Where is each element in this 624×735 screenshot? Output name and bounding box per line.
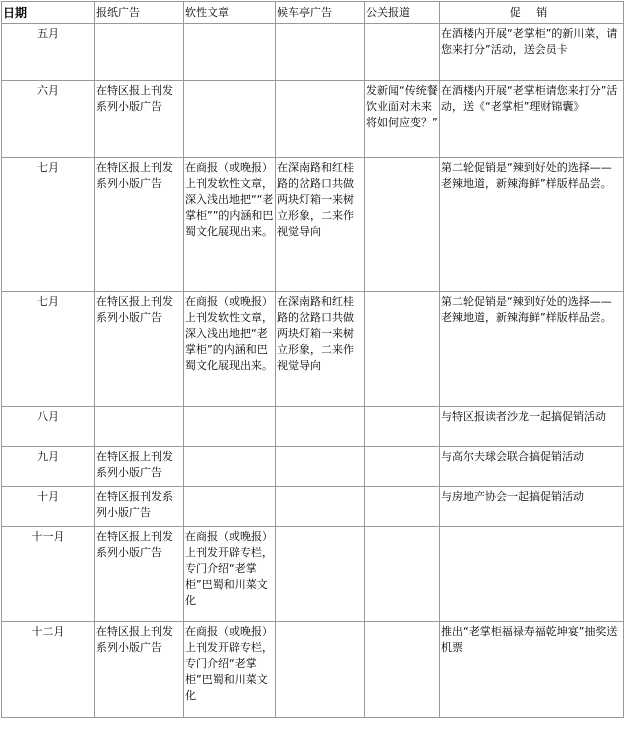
table-row [2, 622, 624, 718]
promotion-cell: 在酒楼内开展“老掌柜请您来打分”活动，送《“老掌柜”理财锦囊》 [440, 81, 624, 158]
month-cell: 七月 [2, 292, 95, 407]
newspaper-ad-cell [95, 24, 184, 81]
pr-report-cell [365, 527, 440, 622]
promotion-cell: 与特区报读者沙龙一起搞促销活动 [440, 407, 624, 447]
pr-report-cell [365, 407, 440, 447]
pr-report-cell [365, 24, 440, 81]
bus-stop-ad-cell: 在深南路和红桂路的岔路口共做两块灯箱一来树立形象，二来作视觉导向 [276, 158, 365, 292]
table-row [2, 487, 624, 527]
soft-article-cell: 在商报（或晚报）上刊发软性文章，深入浅出地把“老掌柜”的内涵和巴蜀文化展现出来。 [184, 292, 276, 407]
soft-article-cell [184, 487, 276, 527]
header-soft-article: 软性文章 [184, 2, 276, 24]
month-cell: 十二月 [2, 622, 95, 718]
month-cell: 六月 [2, 81, 95, 158]
soft-article-cell: 在商报（或晚报）上刊发软性文章，深入浅出地把““老掌柜””的内涵和巴蜀文化展现出来。 [184, 158, 276, 292]
newspaper-ad-cell: 在特区报上刊发系列小版广告 [95, 527, 184, 622]
pr-report-cell [365, 292, 440, 407]
newspaper-ad-cell: 在特区报上刊发系列小版广告 [95, 447, 184, 487]
header-pr-report: 公关报道 [365, 2, 440, 24]
soft-article-cell [184, 24, 276, 81]
table-row [2, 527, 624, 622]
header-date: 日期 [2, 2, 95, 24]
promotion-cell: 第二轮促销是“辣到好处的选择——老辣地道，新辣海鲜”样版样品尝。 [440, 158, 624, 292]
bus-stop-ad-cell [276, 447, 365, 487]
newspaper-ad-cell [95, 407, 184, 447]
promotion-schedule-table [1, 1, 624, 718]
table-row [2, 407, 624, 447]
soft-article-cell [184, 81, 276, 158]
bus-stop-ad-cell [276, 24, 365, 81]
newspaper-ad-cell: 在特区报上刊发系列小版广告 [95, 292, 184, 407]
table-row [2, 24, 624, 81]
newspaper-ad-cell: 在特区报上刊发系列小版广告 [95, 81, 184, 158]
header-promotion: 促 销 [440, 2, 624, 24]
newspaper-ad-cell: 在特区报刊发系列小版广告 [95, 487, 184, 527]
pr-report-cell [365, 487, 440, 527]
month-cell: 九月 [2, 447, 95, 487]
pr-report-cell [365, 622, 440, 718]
table-row [2, 292, 624, 407]
bus-stop-ad-cell [276, 527, 365, 622]
promotion-cell: 与房地产协会一起搞促销活动 [440, 487, 624, 527]
pr-report-cell: 发新闻“传统餐饮业面对未来将如何应变？” [365, 81, 440, 158]
bus-stop-ad-cell [276, 407, 365, 447]
header-newspaper-ad: 报纸广告 [95, 2, 184, 24]
month-cell: 五月 [2, 24, 95, 81]
bus-stop-ad-cell: 在深南路和红桂路的岔路口共做两块灯箱一来树立形象，二来作视觉导向 [276, 292, 365, 407]
soft-article-cell [184, 407, 276, 447]
bus-stop-ad-cell [276, 622, 365, 718]
header-bus-stop-ad: 候车亭广告 [276, 2, 365, 24]
pr-report-cell [365, 158, 440, 292]
bus-stop-ad-cell [276, 487, 365, 527]
promotion-cell: 与高尔夫球会联合搞促销活动 [440, 447, 624, 487]
soft-article-cell: 在商报（或晚报）上刊发开辟专栏，专门介绍“老掌柜”巴蜀和川菜文化 [184, 527, 276, 622]
soft-article-cell: 在商报（或晚报）上刊发开辟专栏，专门介绍“老掌柜”巴蜀和川菜文化 [184, 622, 276, 718]
pr-report-cell [365, 447, 440, 487]
month-cell: 十月 [2, 487, 95, 527]
month-cell: 八月 [2, 407, 95, 447]
bus-stop-ad-cell [276, 81, 365, 158]
promotion-cell: 推出“老掌柜福禄寿福乾坤宴”抽奖送机票 [440, 622, 624, 718]
table-row [2, 81, 624, 158]
header-row [2, 2, 624, 24]
newspaper-ad-cell: 在特区报上刊发系列小版广告 [95, 158, 184, 292]
month-cell: 七月 [2, 158, 95, 292]
month-cell: 十一月 [2, 527, 95, 622]
promotion-cell [440, 527, 624, 622]
table-row [2, 447, 624, 487]
soft-article-cell [184, 447, 276, 487]
newspaper-ad-cell: 在特区报上刊发系列小版广告 [95, 622, 184, 718]
promotion-cell: 在酒楼内开展“老掌柜”的新川菜，请您来打分”活动，送会员卡 [440, 24, 624, 81]
table-row [2, 158, 624, 292]
promotion-cell: 第二轮促销是“辣到好处的选择——老辣地道，新辣海鲜”样版样品尝。 [440, 292, 624, 407]
